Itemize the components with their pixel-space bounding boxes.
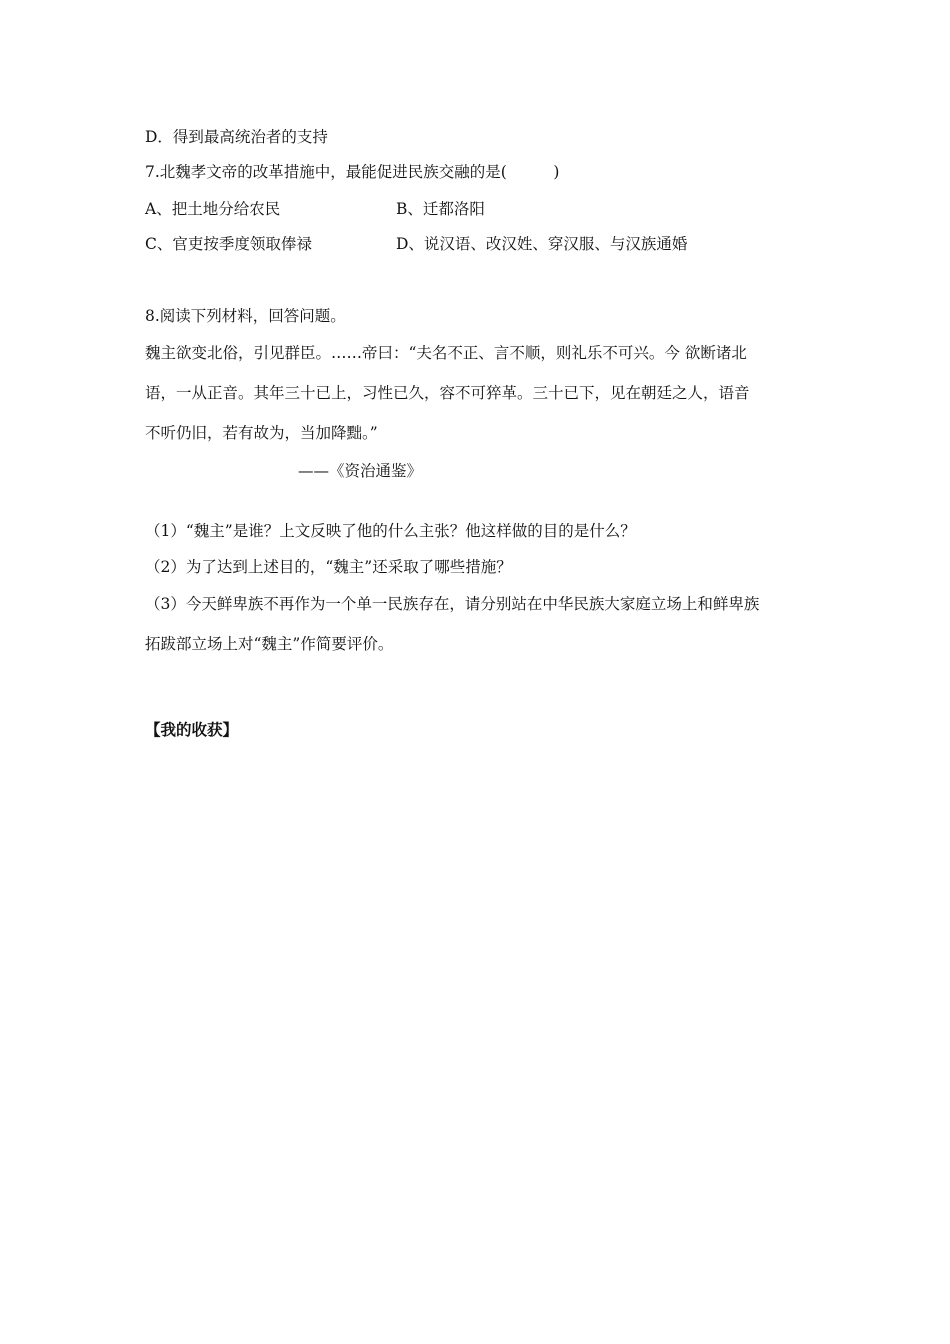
- q7-option-c: C、官吏按季度领取俸禄: [145, 235, 312, 253]
- q7-stem: 7.北魏孝文帝的改革措施中，最能促进民族交融的是( ): [145, 163, 560, 181]
- q8-subquestion-2: （2）为了达到上述目的，“魏主”还采取了哪些措施？: [145, 558, 512, 576]
- q8-subquestion-1: （1）“魏主”是谁？上文反映了他的什么主张？他这样做的目的是什么？: [145, 522, 636, 540]
- q6-option-d: D．得到最高统治者的支持: [145, 128, 328, 146]
- q8-stem: 8.阅读下列材料，回答问题。: [145, 307, 346, 325]
- q8-subquestion-3: （3）今天鲜卑族不再作为一个单一民族存在，请分别站在中华民族大家庭立场上和鲜卑族: [145, 595, 760, 613]
- q7-options-row1: [145, 199, 280, 219]
- q7-option-b: B、迁都洛阳: [396, 200, 485, 218]
- q7-option-d: D、说汉语、改汉姓、穿汉服、与汉族通婚: [396, 235, 688, 253]
- harvest-heading: 【我的收获】: [145, 720, 239, 739]
- q8-material-line: 不听仍旧，若有故为，当加降黜。”: [145, 424, 378, 442]
- q8-material-line: 语，一从正音。其年三十已上，习性已久，容不可猝革。三十已下，见在朝廷之人，语音: [145, 384, 750, 402]
- q7-option-a: A、把土地分给农民: [145, 200, 281, 218]
- q8-material-line: 魏主欲变北俗，引见群臣。……帝曰：“夫名不正、言不顺，则礼乐不可兴。今 欲断诸北: [145, 344, 747, 362]
- q8-source: ——《资治通鉴》: [298, 462, 423, 480]
- q8-subquestion-3-cont: 拓跋部立场上对“魏主”作简要评价。: [145, 635, 394, 653]
